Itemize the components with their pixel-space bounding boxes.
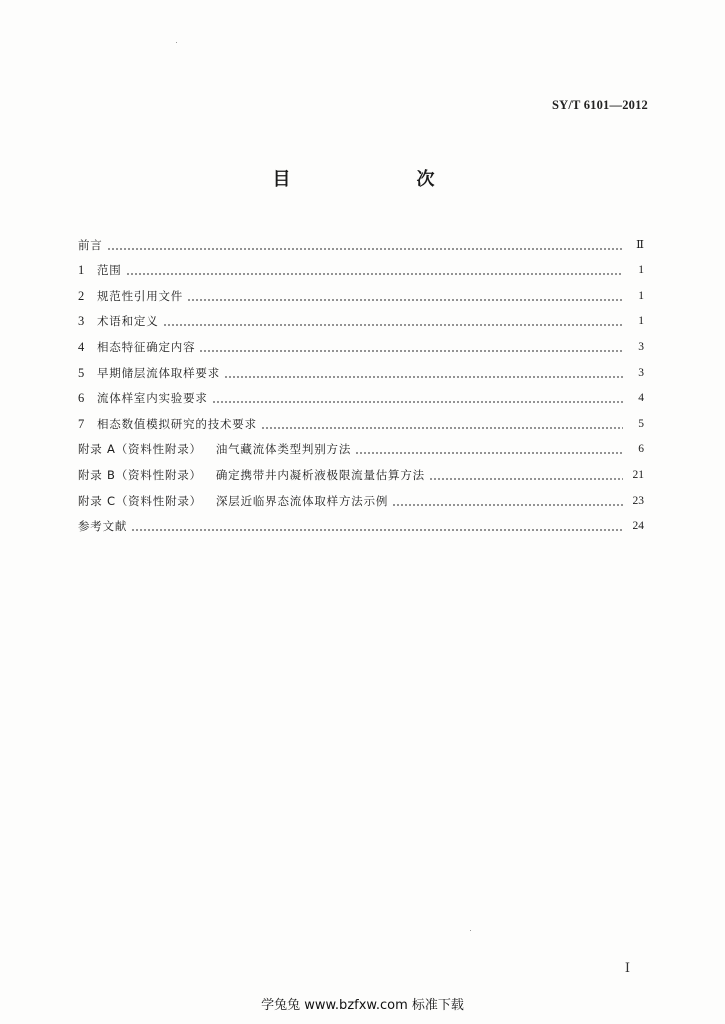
toc-entry-page: 1	[638, 315, 644, 328]
toc-entry-label: 前言	[78, 237, 103, 252]
toc-entry-label: 参考文献	[78, 519, 128, 534]
toc-entry-label: 早期储层流体取样要求	[97, 365, 220, 380]
dot-leader	[355, 445, 623, 455]
dot-leader	[224, 369, 623, 379]
scan-speck	[176, 42, 177, 43]
toc-entry-page: 5	[638, 417, 644, 430]
toc-entry-appendix-c[interactable]	[78, 482, 644, 508]
toc-entry-appendix-b[interactable]	[78, 456, 644, 482]
page-number: Ⅰ	[624, 960, 630, 975]
toc-entry-label: 术语和定义	[97, 314, 159, 329]
appendix-title: 油气藏流体类型判别方法	[215, 442, 352, 457]
toc-entry-label	[78, 494, 392, 508]
toc-entry-number: 2	[78, 288, 85, 303]
dot-leader	[131, 522, 623, 532]
toc-entry-label: 规范性引用文件	[97, 288, 184, 303]
appendix-title: 确定携带井内凝析液极限流量估算方法	[215, 467, 425, 482]
appendix-designation: 附录 A（资料性附录）	[78, 442, 202, 457]
toc-entry-6[interactable]	[78, 380, 644, 406]
toc-entry-label: 相态数值模拟研究的技术要求	[97, 416, 257, 431]
toc-entry-references[interactable]	[78, 508, 644, 534]
footer-watermark: 学兔兔 www.bzfxw.com 标准下载	[261, 998, 464, 1013]
table-of-contents	[78, 226, 644, 533]
toc-entry-2[interactable]	[78, 277, 644, 303]
toc-entry-3[interactable]	[78, 303, 644, 329]
toc-entry-label	[78, 468, 429, 482]
toc-entry-number: 7	[78, 416, 85, 431]
dot-leader	[163, 317, 624, 327]
toc-entry-1[interactable]	[78, 252, 644, 278]
toc-entry-label: 流体样室内实验要求	[97, 391, 208, 406]
dot-leader	[429, 471, 623, 481]
dot-leader	[187, 292, 623, 302]
appendix-title: 深层近临界态流体取样方法示例	[215, 493, 389, 508]
dot-leader	[107, 241, 623, 251]
toc-entry-page: 6	[638, 443, 644, 456]
toc-entry-page: 1	[638, 264, 644, 277]
toc-entry-number: 4	[78, 339, 85, 354]
toc-entry-label	[78, 442, 355, 456]
toc-entry-page: 3	[638, 340, 644, 353]
toc-entry-number: 6	[78, 391, 85, 406]
toc-entry-number: 3	[78, 314, 85, 329]
toc-entry-page: Ⅱ	[636, 238, 644, 251]
toc-entry-page: 21	[632, 468, 644, 481]
appendix-designation: 附录 B（资料性附录）	[78, 467, 202, 482]
scan-speck	[470, 930, 471, 931]
dot-leader	[392, 497, 623, 507]
toc-entry-number: 5	[78, 365, 85, 380]
toc-entry-number: 1	[78, 263, 85, 278]
toc-entry-page: 3	[638, 366, 644, 379]
dot-leader	[261, 420, 623, 430]
appendix-designation: 附录 C（资料性附录）	[78, 493, 202, 508]
dot-leader	[199, 343, 623, 353]
toc-entry-page: 1	[638, 289, 644, 302]
toc-entry-4[interactable]	[78, 328, 644, 354]
toc-entry-page: 24	[632, 520, 644, 533]
toc-title: 目 次	[272, 169, 465, 190]
toc-entry-foreword[interactable]	[78, 226, 644, 252]
document-code: SY/T 6101—2012	[552, 98, 648, 112]
toc-entry-5[interactable]	[78, 354, 644, 380]
dot-leader	[212, 394, 623, 404]
toc-entry-page: 4	[638, 392, 644, 405]
toc-entry-label: 相态特征确定内容	[97, 339, 196, 354]
toc-entry-page: 23	[632, 494, 644, 507]
toc-entry-appendix-a[interactable]	[78, 431, 644, 457]
toc-entry-7[interactable]	[78, 405, 644, 431]
toc-entry-label: 范围	[97, 263, 122, 278]
dot-leader	[126, 266, 623, 276]
